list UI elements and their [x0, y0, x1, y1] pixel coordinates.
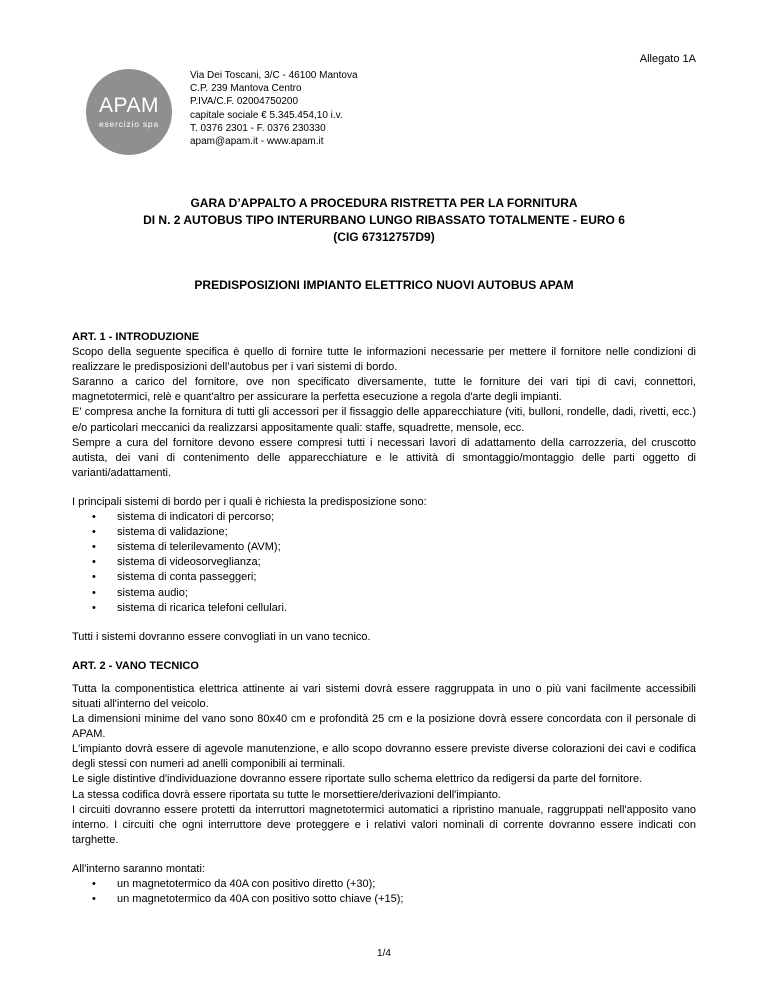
document-body: [72, 330, 696, 907]
list-item: • sistema di validazione;: [72, 525, 696, 540]
page-number: 1/4: [377, 948, 391, 959]
paragraph: Tutta la componentistica elettrica attinente ai vari sistemi dovrà essere raggruppata in uno o più vani facilmente accessibili situati all'interno del veicolo.: [72, 682, 696, 710]
paragraph: Sempre a cura del fornitore devono essere compresi tutti i necessari lavori di adattamento della carrozzeria, del cruscotto autista, dei vani di contenimento delle apparecchiature e le attività di smontaggio/montaggio delle parti oggetto di varianti/adattamenti.: [72, 436, 696, 479]
address-line: C.P. 239 Mantova Centro: [190, 83, 302, 95]
document-subtitle: PREDISPOSIZIONI IMPIANTO ELETTRICO NUOVI AUTOBUS APAM: [194, 278, 574, 292]
paragraph: L'impianto dovrà essere di agevole manutenzione, e allo scopo dovranno essere previste diverse colorazioni dei cavi e codifica degli stessi con numeri ad anelli componibili ai terminali.: [72, 743, 696, 771]
logo-tagline: esercizio spa: [98, 119, 159, 129]
title-line: DI N. 2 AUTOBUS TIPO INTERURBANO LUNGO RIBASSATO TOTALMENTE - EURO 6: [143, 213, 625, 227]
list-item: • sistema audio;: [72, 586, 696, 601]
paragraph: La stessa codifica dovrà essere riportata su tutte le morsettiere/derivazioni dell'impianto.: [72, 788, 501, 801]
title-line: (CIG 67312757D9): [333, 230, 435, 244]
list-item: • un magnetotermico da 40A con positivo diretto (+30);: [72, 877, 696, 892]
paragraph: La dimensioni minime del vano sono 80x40 cm e profondità 25 cm e la posizione dovrà essere concordata con il personale di APAM.: [72, 713, 696, 741]
address-line: apam@apam.it - www.apam.it: [190, 136, 324, 148]
paragraph: Scopo della seguente specifica è quello di fornire tutte le informazioni necessarie per mettere il fornitore nelle condizioni di realizzare le predisposizioni dell’autobus per i vari sistemi di bordo.: [72, 346, 696, 374]
list-item: • sistema di conta passeggeri;: [72, 570, 696, 585]
address-line: T. 0376 2301 - F. 0376 230330: [190, 122, 326, 134]
document-title: [100, 195, 668, 246]
address-line: P.IVA/C.F. 02004750200: [190, 96, 299, 108]
paragraph: I circuiti dovranno essere protetti da interruttori magnetotermici automatici a ripristino manuale, raggruppati nell'apposito vano interno. I circuiti che ogni interruttore deve proteggere e i relativi valori nominali di corrente dovranno essere indicati con targhette.: [72, 803, 696, 846]
paragraph: Tutti i sistemi dovranno essere convogliati in un vano tecnico.: [72, 630, 371, 643]
logo-name: APAM: [99, 94, 159, 117]
list-item: • un magnetotermico da 40A con positivo sotto chiave (+15);: [72, 892, 696, 907]
list-intro: I principali sistemi di bordo per i quali è richiesta la predisposizione sono:: [72, 495, 427, 508]
list-item: • sistema di videosorveglianza;: [72, 555, 696, 570]
company-address: [190, 69, 358, 148]
paragraph: E' compresa anche la fornitura di tutti gli accessori per il fissaggio delle apparecchiature (viti, bulloni, rondelle, dadi, rivetti, ecc.) e/o particolari meccanici da realizzarsi appositamente quali: staffe, squadrette, mensole, ecc.: [72, 406, 696, 434]
title-line: GARA D’APPALTO A PROCEDURA RISTRETTA PER LA FORNITURA: [190, 196, 578, 210]
systems-list: [72, 510, 696, 616]
address-line: Via Dei Toscani, 3/C - 46100 Mantova: [190, 70, 358, 81]
list-item: • sistema di telerilevamento (AVM);: [72, 540, 696, 555]
apam-logo: [86, 69, 172, 155]
paragraph: Saranno a carico del fornitore, ove non specificato diversamente, tutte le forniture dei vari tipi di cavi, connettori, magnetotermici, relè e quant'altro per assicurare la perfetta esecuzione a regola d'arte degli impianti.: [72, 376, 696, 404]
list-item: • sistema di ricarica telefoni cellulari.: [72, 601, 696, 616]
list-intro: All'interno saranno montati:: [72, 862, 205, 875]
art1-heading: ART. 1 - INTRODUZIONE: [72, 331, 200, 343]
paragraph: Le sigle distintive d'individuazione dovranno essere riportate sullo schema elettrico da redigersi da parte del fornitore.: [72, 773, 643, 786]
annex-label: Allegato 1A: [639, 53, 696, 65]
list-item: • sistema di indicatori di percorso;: [72, 510, 696, 525]
breakers-list: [72, 877, 696, 907]
address-line: capitale sociale € 5.345.454,10 i.v.: [190, 109, 343, 121]
art2-heading: ART. 2 - VANO TECNICO: [72, 659, 199, 672]
